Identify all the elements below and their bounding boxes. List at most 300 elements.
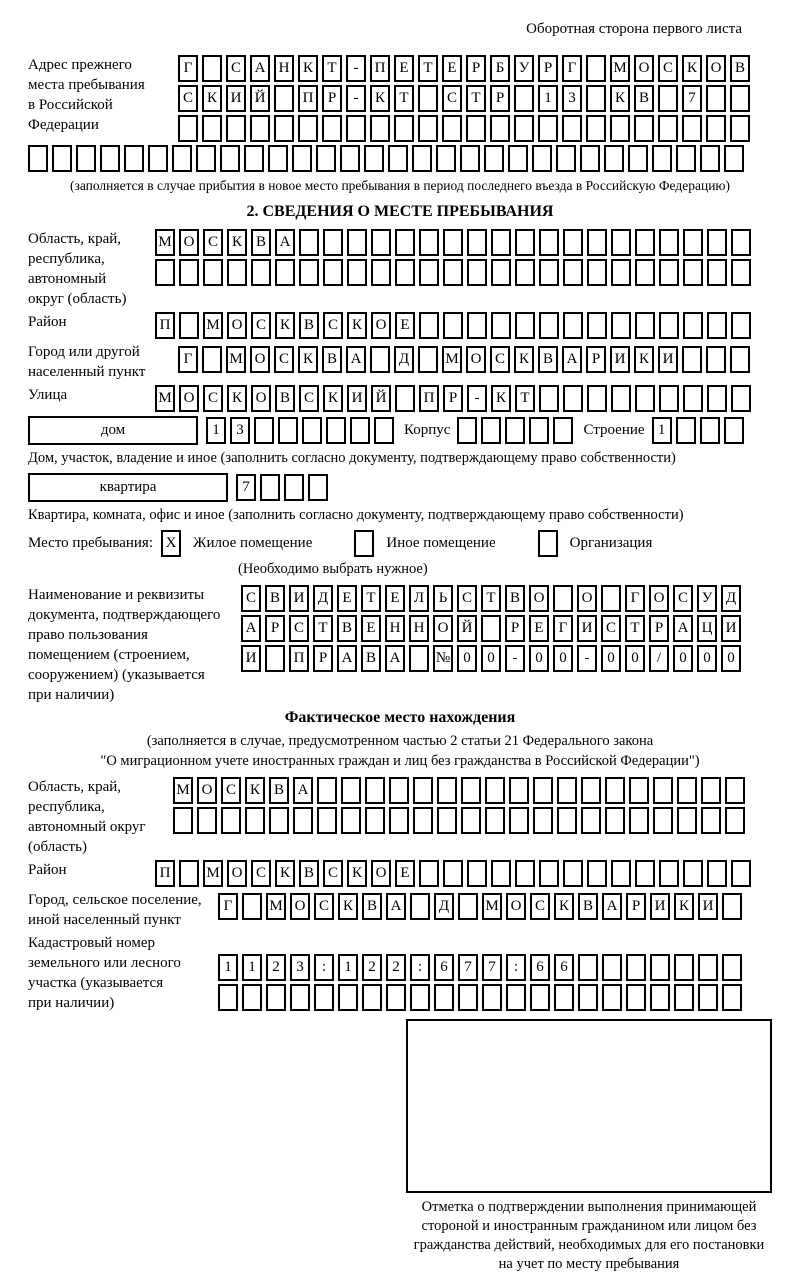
char-box[interactable] <box>100 145 120 172</box>
char-box[interactable]: 1 <box>338 954 358 981</box>
char-box[interactable]: К <box>227 385 247 412</box>
char-box[interactable]: О <box>250 346 270 373</box>
char-box[interactable] <box>602 954 622 981</box>
char-box[interactable]: М <box>173 777 193 804</box>
char-box[interactable] <box>553 417 573 444</box>
char-box[interactable] <box>730 346 750 373</box>
char-box[interactable]: 0 <box>625 645 645 672</box>
char-box[interactable] <box>650 984 670 1011</box>
char-box[interactable]: А <box>275 229 295 256</box>
char-box[interactable] <box>242 893 262 920</box>
char-box[interactable] <box>563 229 583 256</box>
char-box[interactable] <box>587 860 607 887</box>
char-box[interactable] <box>730 85 750 112</box>
char-box[interactable] <box>284 474 304 501</box>
char-box[interactable]: О <box>179 229 199 256</box>
char-box[interactable]: - <box>346 55 366 82</box>
char-box[interactable] <box>299 229 319 256</box>
char-box[interactable]: 1 <box>242 954 262 981</box>
char-box[interactable] <box>389 807 409 834</box>
char-box[interactable] <box>365 807 385 834</box>
char-box[interactable] <box>586 115 606 142</box>
char-box[interactable] <box>677 807 697 834</box>
char-box[interactable]: И <box>650 893 670 920</box>
char-box[interactable] <box>410 984 430 1011</box>
char-box[interactable]: И <box>721 615 741 642</box>
char-box[interactable] <box>341 807 361 834</box>
char-box[interactable] <box>539 229 559 256</box>
char-box[interactable]: С <box>203 229 223 256</box>
char-box[interactable]: Л <box>409 585 429 612</box>
char-box[interactable]: С <box>274 346 294 373</box>
char-box[interactable] <box>581 807 601 834</box>
char-box[interactable]: П <box>155 860 175 887</box>
char-box[interactable] <box>674 954 694 981</box>
char-box[interactable]: А <box>673 615 693 642</box>
char-box[interactable]: Г <box>178 55 198 82</box>
char-box[interactable] <box>482 984 502 1011</box>
char-box[interactable] <box>155 259 175 286</box>
char-box[interactable] <box>460 145 480 172</box>
char-box[interactable]: Е <box>442 55 462 82</box>
char-box[interactable]: 7 <box>458 954 478 981</box>
char-box[interactable]: И <box>347 385 367 412</box>
char-box[interactable] <box>611 259 631 286</box>
char-box[interactable] <box>722 954 742 981</box>
char-box[interactable]: О <box>197 777 217 804</box>
char-box[interactable]: К <box>347 860 367 887</box>
char-box[interactable]: К <box>610 85 630 112</box>
char-box[interactable]: К <box>202 85 222 112</box>
char-box[interactable]: Р <box>586 346 606 373</box>
char-box[interactable] <box>533 807 553 834</box>
char-box[interactable] <box>227 259 247 286</box>
char-box[interactable]: О <box>506 893 526 920</box>
char-box[interactable]: 7 <box>682 85 702 112</box>
char-box[interactable]: К <box>298 346 318 373</box>
char-box[interactable] <box>269 807 289 834</box>
char-box[interactable] <box>395 385 415 412</box>
char-box[interactable] <box>386 984 406 1011</box>
char-box[interactable]: Т <box>625 615 645 642</box>
char-box[interactable]: В <box>538 346 558 373</box>
char-box[interactable] <box>467 860 487 887</box>
char-box[interactable]: Ц <box>697 615 717 642</box>
char-box[interactable] <box>626 954 646 981</box>
char-box[interactable]: А <box>250 55 270 82</box>
char-box[interactable] <box>682 346 702 373</box>
char-box[interactable] <box>317 777 337 804</box>
char-box[interactable] <box>302 417 322 444</box>
char-box[interactable]: Т <box>322 55 342 82</box>
char-box[interactable]: - <box>346 85 366 112</box>
char-box[interactable]: К <box>347 312 367 339</box>
char-box[interactable]: Й <box>371 385 391 412</box>
char-box[interactable]: О <box>466 346 486 373</box>
char-box[interactable] <box>587 385 607 412</box>
char-box[interactable] <box>611 312 631 339</box>
char-box[interactable] <box>659 385 679 412</box>
char-box[interactable]: К <box>245 777 265 804</box>
char-box[interactable]: Е <box>337 585 357 612</box>
char-box[interactable]: М <box>203 860 223 887</box>
char-box[interactable]: А <box>602 893 622 920</box>
char-box[interactable] <box>457 417 477 444</box>
char-box[interactable]: С <box>658 55 678 82</box>
char-box[interactable] <box>707 259 727 286</box>
char-box[interactable] <box>299 259 319 286</box>
dom-type-box[interactable] <box>28 416 198 445</box>
char-box[interactable] <box>179 860 199 887</box>
char-box[interactable] <box>388 145 408 172</box>
char-box[interactable]: 6 <box>530 954 550 981</box>
char-box[interactable] <box>226 115 246 142</box>
char-box[interactable]: О <box>634 55 654 82</box>
char-box[interactable]: П <box>419 385 439 412</box>
char-box[interactable] <box>731 312 751 339</box>
char-box[interactable]: О <box>251 385 271 412</box>
char-box[interactable] <box>293 807 313 834</box>
char-box[interactable] <box>683 860 703 887</box>
char-box[interactable] <box>701 807 721 834</box>
char-box[interactable] <box>604 145 624 172</box>
char-box[interactable] <box>491 860 511 887</box>
char-box[interactable] <box>701 777 721 804</box>
char-box[interactable] <box>254 417 274 444</box>
char-box[interactable]: О <box>529 585 549 612</box>
char-box[interactable] <box>394 115 414 142</box>
char-box[interactable]: 2 <box>266 954 286 981</box>
char-box[interactable] <box>491 259 511 286</box>
char-box[interactable]: О <box>649 585 669 612</box>
char-box[interactable]: С <box>203 385 223 412</box>
char-box[interactable]: Т <box>313 615 333 642</box>
char-box[interactable]: Р <box>626 893 646 920</box>
char-box[interactable] <box>683 229 703 256</box>
char-box[interactable] <box>418 346 438 373</box>
char-box[interactable]: М <box>226 346 246 373</box>
char-box[interactable] <box>202 346 222 373</box>
char-box[interactable]: С <box>314 893 334 920</box>
char-box[interactable]: Т <box>481 585 501 612</box>
char-box[interactable]: С <box>442 85 462 112</box>
char-box[interactable] <box>203 259 223 286</box>
char-box[interactable] <box>683 385 703 412</box>
char-box[interactable]: И <box>241 645 261 672</box>
char-box[interactable] <box>418 85 438 112</box>
char-box[interactable] <box>466 115 486 142</box>
char-box[interactable]: Г <box>562 55 582 82</box>
char-box[interactable]: М <box>442 346 462 373</box>
char-box[interactable] <box>374 417 394 444</box>
char-box[interactable]: В <box>322 346 342 373</box>
char-box[interactable]: С <box>299 385 319 412</box>
char-box[interactable] <box>683 259 703 286</box>
char-box[interactable] <box>442 115 462 142</box>
char-box[interactable] <box>364 145 384 172</box>
char-box[interactable]: 0 <box>457 645 477 672</box>
char-box[interactable]: П <box>155 312 175 339</box>
char-box[interactable] <box>628 145 648 172</box>
char-box[interactable] <box>700 145 720 172</box>
char-box[interactable]: П <box>370 55 390 82</box>
char-box[interactable] <box>365 777 385 804</box>
char-box[interactable]: М <box>155 229 175 256</box>
char-box[interactable] <box>323 259 343 286</box>
char-box[interactable] <box>340 145 360 172</box>
char-box[interactable] <box>539 385 559 412</box>
char-box[interactable]: В <box>505 585 525 612</box>
char-box[interactable] <box>539 259 559 286</box>
char-box[interactable] <box>491 229 511 256</box>
char-box[interactable] <box>347 259 367 286</box>
char-box[interactable]: О <box>433 615 453 642</box>
char-box[interactable]: : <box>506 954 526 981</box>
char-box[interactable] <box>245 807 265 834</box>
char-box[interactable]: М <box>266 893 286 920</box>
char-box[interactable] <box>341 777 361 804</box>
char-box[interactable]: Р <box>265 615 285 642</box>
char-box[interactable] <box>461 807 481 834</box>
char-box[interactable] <box>370 346 390 373</box>
char-box[interactable] <box>605 807 625 834</box>
char-box[interactable]: М <box>203 312 223 339</box>
char-box[interactable]: С <box>289 615 309 642</box>
char-box[interactable]: Г <box>625 585 645 612</box>
char-box[interactable] <box>532 145 552 172</box>
char-box[interactable] <box>653 777 673 804</box>
char-box[interactable] <box>419 259 439 286</box>
checkbox-zhiloe[interactable]: X <box>161 530 181 557</box>
char-box[interactable] <box>578 954 598 981</box>
char-box[interactable]: В <box>275 385 295 412</box>
char-box[interactable] <box>533 777 553 804</box>
char-box[interactable]: О <box>290 893 310 920</box>
char-box[interactable] <box>242 984 262 1011</box>
char-box[interactable]: И <box>289 585 309 612</box>
char-box[interactable]: И <box>610 346 630 373</box>
char-box[interactable] <box>658 115 678 142</box>
char-box[interactable]: № <box>433 645 453 672</box>
char-box[interactable] <box>698 954 718 981</box>
char-box[interactable] <box>724 417 744 444</box>
char-box[interactable]: 1 <box>206 417 226 444</box>
char-box[interactable]: Д <box>721 585 741 612</box>
char-box[interactable]: О <box>227 312 247 339</box>
char-box[interactable] <box>338 984 358 1011</box>
char-box[interactable] <box>634 115 654 142</box>
char-box[interactable]: Т <box>466 85 486 112</box>
char-box[interactable] <box>265 645 285 672</box>
char-box[interactable]: Р <box>322 85 342 112</box>
char-box[interactable] <box>418 115 438 142</box>
char-box[interactable] <box>587 259 607 286</box>
char-box[interactable]: 2 <box>362 954 382 981</box>
char-box[interactable] <box>197 807 217 834</box>
char-box[interactable] <box>251 259 271 286</box>
char-box[interactable] <box>436 145 456 172</box>
char-box[interactable] <box>605 777 625 804</box>
char-box[interactable] <box>653 807 673 834</box>
char-box[interactable] <box>314 984 334 1011</box>
char-box[interactable]: В <box>299 312 319 339</box>
char-box[interactable] <box>652 145 672 172</box>
char-box[interactable] <box>347 229 367 256</box>
char-box[interactable] <box>481 417 501 444</box>
char-box[interactable] <box>350 417 370 444</box>
char-box[interactable] <box>725 777 745 804</box>
char-box[interactable] <box>178 115 198 142</box>
char-box[interactable]: С <box>457 585 477 612</box>
char-box[interactable]: 1 <box>218 954 238 981</box>
char-box[interactable] <box>581 777 601 804</box>
char-box[interactable] <box>458 984 478 1011</box>
char-box[interactable] <box>706 115 726 142</box>
char-box[interactable]: Е <box>361 615 381 642</box>
char-box[interactable] <box>707 312 727 339</box>
char-box[interactable] <box>515 312 535 339</box>
char-box[interactable] <box>485 777 505 804</box>
char-box[interactable]: Е <box>394 55 414 82</box>
char-box[interactable] <box>556 145 576 172</box>
char-box[interactable] <box>626 984 646 1011</box>
char-box[interactable]: К <box>275 860 295 887</box>
char-box[interactable] <box>587 229 607 256</box>
char-box[interactable]: С <box>178 85 198 112</box>
char-box[interactable] <box>725 807 745 834</box>
char-box[interactable] <box>731 229 751 256</box>
char-box[interactable] <box>434 984 454 1011</box>
char-box[interactable] <box>659 229 679 256</box>
char-box[interactable] <box>323 229 343 256</box>
char-box[interactable]: В <box>269 777 289 804</box>
char-box[interactable] <box>419 229 439 256</box>
char-box[interactable] <box>362 984 382 1011</box>
char-box[interactable] <box>443 229 463 256</box>
char-box[interactable]: Д <box>394 346 414 373</box>
char-box[interactable] <box>173 807 193 834</box>
char-box[interactable]: О <box>227 860 247 887</box>
char-box[interactable] <box>179 312 199 339</box>
char-box[interactable]: 0 <box>529 645 549 672</box>
char-box[interactable] <box>290 984 310 1011</box>
char-box[interactable]: 0 <box>721 645 741 672</box>
char-box[interactable] <box>458 893 478 920</box>
char-box[interactable]: Р <box>443 385 463 412</box>
char-box[interactable]: Г <box>218 893 238 920</box>
char-box[interactable] <box>505 417 525 444</box>
char-box[interactable]: С <box>490 346 510 373</box>
char-box[interactable] <box>730 115 750 142</box>
char-box[interactable]: К <box>227 229 247 256</box>
char-box[interactable] <box>298 115 318 142</box>
char-box[interactable]: О <box>371 860 391 887</box>
char-box[interactable] <box>412 145 432 172</box>
char-box[interactable] <box>274 115 294 142</box>
char-box[interactable]: В <box>299 860 319 887</box>
char-box[interactable]: С <box>251 860 271 887</box>
char-box[interactable] <box>266 984 286 1011</box>
char-box[interactable]: Н <box>409 615 429 642</box>
char-box[interactable]: Д <box>434 893 454 920</box>
char-box[interactable]: 3 <box>290 954 310 981</box>
char-box[interactable]: Й <box>250 85 270 112</box>
char-box[interactable] <box>515 860 535 887</box>
checkbox-organizatsiya[interactable] <box>538 530 558 557</box>
char-box[interactable] <box>437 777 457 804</box>
char-box[interactable] <box>509 777 529 804</box>
char-box[interactable]: 1 <box>538 85 558 112</box>
char-box[interactable] <box>698 984 718 1011</box>
char-box[interactable]: К <box>491 385 511 412</box>
char-box[interactable]: С <box>673 585 693 612</box>
char-box[interactable] <box>557 777 577 804</box>
char-box[interactable] <box>539 860 559 887</box>
char-box[interactable] <box>563 312 583 339</box>
char-box[interactable] <box>515 259 535 286</box>
char-box[interactable] <box>530 984 550 1011</box>
char-box[interactable] <box>707 860 727 887</box>
char-box[interactable]: П <box>298 85 318 112</box>
char-box[interactable] <box>28 145 48 172</box>
char-box[interactable] <box>410 893 430 920</box>
char-box[interactable]: Р <box>649 615 669 642</box>
char-box[interactable] <box>682 115 702 142</box>
char-box[interactable]: Т <box>394 85 414 112</box>
char-box[interactable]: 2 <box>386 954 406 981</box>
char-box[interactable]: М <box>610 55 630 82</box>
char-box[interactable]: П <box>289 645 309 672</box>
char-box[interactable] <box>491 312 511 339</box>
char-box[interactable]: Р <box>490 85 510 112</box>
char-box[interactable] <box>563 385 583 412</box>
char-box[interactable] <box>611 860 631 887</box>
char-box[interactable] <box>413 807 433 834</box>
char-box[interactable]: А <box>346 346 366 373</box>
char-box[interactable]: 6 <box>434 954 454 981</box>
char-box[interactable] <box>706 346 726 373</box>
char-box[interactable] <box>370 115 390 142</box>
char-box[interactable]: К <box>674 893 694 920</box>
char-box[interactable] <box>275 259 295 286</box>
checkbox-inoe[interactable] <box>354 530 374 557</box>
char-box[interactable] <box>611 385 631 412</box>
char-box[interactable] <box>554 984 574 1011</box>
char-box[interactable] <box>601 585 621 612</box>
char-box[interactable]: О <box>179 385 199 412</box>
char-box[interactable] <box>635 312 655 339</box>
char-box[interactable] <box>221 807 241 834</box>
char-box[interactable]: М <box>155 385 175 412</box>
char-box[interactable]: А <box>241 615 261 642</box>
char-box[interactable] <box>658 85 678 112</box>
char-box[interactable]: 0 <box>697 645 717 672</box>
char-box[interactable] <box>413 777 433 804</box>
char-box[interactable]: В <box>361 645 381 672</box>
char-box[interactable]: 3 <box>230 417 250 444</box>
char-box[interactable]: Е <box>395 312 415 339</box>
char-box[interactable] <box>635 860 655 887</box>
char-box[interactable]: 1 <box>652 417 672 444</box>
char-box[interactable]: В <box>251 229 271 256</box>
char-box[interactable]: С <box>221 777 241 804</box>
char-box[interactable]: Н <box>274 55 294 82</box>
char-box[interactable] <box>635 229 655 256</box>
char-box[interactable]: 0 <box>481 645 501 672</box>
char-box[interactable] <box>659 259 679 286</box>
char-box[interactable] <box>274 85 294 112</box>
char-box[interactable]: 6 <box>554 954 574 981</box>
